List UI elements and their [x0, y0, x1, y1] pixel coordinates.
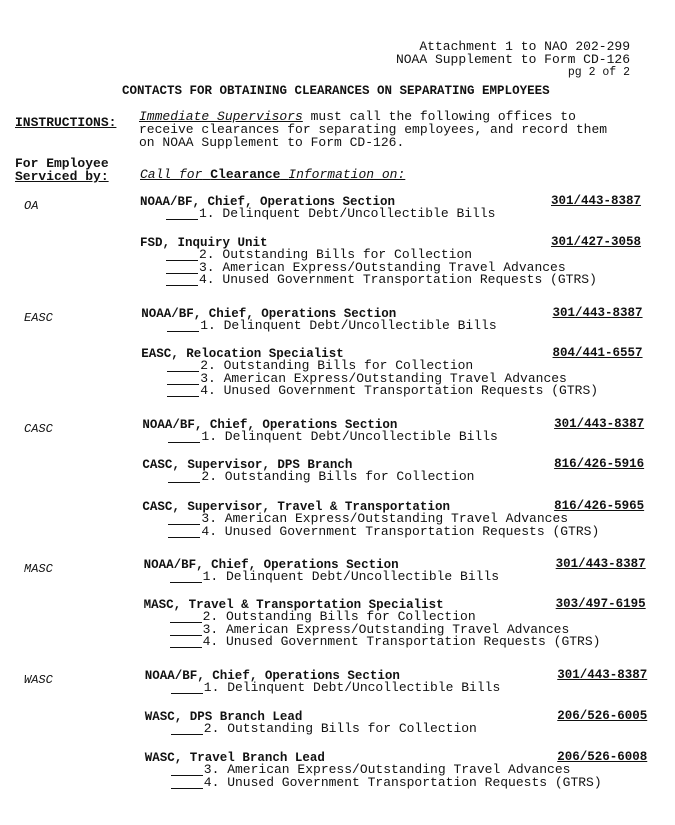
check-blank[interactable] — [166, 249, 198, 261]
office-name: WASC, DPS Branch Lead — [144, 710, 303, 724]
check-blank[interactable] — [171, 777, 203, 789]
phone-number: 206/526-6008 — [557, 750, 648, 764]
check-blank[interactable] — [170, 624, 202, 636]
call-for-clearance-heading — [140, 168, 405, 181]
checklist-item-text: 2. Outstanding Bills for Collection — [201, 469, 475, 484]
serviced-by-label-2: Serviced by: — [15, 169, 109, 184]
check-blank[interactable] — [171, 764, 203, 776]
org-label: EASC — [24, 311, 53, 325]
checklist-item — [167, 384, 598, 397]
check-blank[interactable] — [171, 723, 203, 735]
office-name: NOAA/BF, Chief, Operations Section — [143, 558, 399, 572]
instructions-line-3: on NOAA Supplement to Form CD-126. — [139, 135, 405, 150]
page-number: pg 2 of 2 — [567, 66, 630, 79]
check-blank[interactable] — [168, 471, 200, 483]
office-name: CASC, Supervisor, DPS Branch — [142, 458, 353, 472]
checklist-item-text: 3. American Express/Outstanding Travel Advances — [200, 370, 567, 386]
clearance-text: Clearance — [210, 167, 281, 182]
checklist-item — [168, 525, 599, 538]
document-title: CONTACTS FOR OBTAINING CLEARANCES ON SEPARATING EMPLOYEES — [122, 84, 550, 98]
check-blank[interactable] — [166, 274, 198, 286]
instructions-line-1-rest: must call the following offices to — [302, 109, 576, 124]
office-name: NOAA/BF, Chief, Operations Section — [144, 669, 400, 683]
check-blank[interactable] — [166, 208, 198, 220]
office-name: NOAA/BF, Chief, Operations Section — [140, 195, 396, 209]
org-label: CASC — [24, 422, 53, 436]
instructions-emphasis: Immediate Supervisors — [139, 109, 303, 124]
checklist-item-text: 4. Unused Government Transportation Requests (GTRS) — [201, 523, 600, 539]
org-label: OA — [24, 199, 39, 213]
check-blank[interactable] — [170, 571, 202, 583]
office-name: MASC, Travel & Transportation Specialist — [143, 598, 444, 612]
check-blank[interactable] — [167, 320, 199, 332]
office-name: EASC, Relocation Specialist — [141, 347, 344, 361]
checklist-item-text: 3. American Express/Outstanding Travel Advances — [202, 621, 570, 637]
checklist-item — [166, 273, 597, 286]
checklist-item-text: 4. Unused Government Transportation Requests (GTRS) — [200, 383, 599, 399]
checklist-item-text: 1. Delinquent Debt/Uncollectible Bills — [200, 318, 497, 333]
check-blank[interactable] — [167, 360, 199, 372]
phone-number: 816/426-5916 — [554, 457, 645, 471]
phone-number: 301/443-8387 — [557, 668, 648, 682]
org-label: WASC — [24, 673, 53, 687]
checklist-item — [166, 207, 495, 220]
office-name: NOAA/BF, Chief, Operations Section — [142, 418, 398, 432]
checklist-item — [171, 681, 500, 694]
check-blank[interactable] — [168, 431, 200, 443]
check-blank[interactable] — [166, 262, 198, 274]
check-blank[interactable] — [168, 513, 200, 525]
checklist-item — [170, 635, 601, 648]
office-name: NOAA/BF, Chief, Operations Section — [141, 307, 397, 321]
check-blank[interactable] — [171, 682, 203, 694]
check-blank[interactable] — [167, 385, 199, 397]
office-name: CASC, Supervisor, Travel & Transportation — [142, 500, 450, 514]
checklist-item-text: 2. Outstanding Bills for Collection — [203, 721, 477, 736]
checklist-item — [168, 470, 474, 483]
checklist-item — [171, 776, 602, 789]
checklist-item-text: 1. Delinquent Debt/Uncollectible Bills — [201, 429, 498, 444]
phone-number: 303/497-6195 — [555, 597, 646, 611]
checklist-item — [170, 570, 499, 583]
checklist-item-text: 4. Unused Government Transportation Requests (GTRS) — [203, 774, 602, 790]
checklist-item-text: 2. Outstanding Bills for Collection — [200, 358, 474, 373]
phone-number: 301/443-8387 — [552, 306, 643, 320]
phone-number: 301/443-8387 — [555, 557, 646, 571]
call-for-text: Call for — [140, 167, 203, 182]
org-label: MASC — [24, 562, 53, 576]
checklist-item — [171, 722, 477, 735]
phone-number: 301/427-3058 — [551, 235, 642, 249]
checklist-item-text: 2. Outstanding Bills for Collection — [199, 247, 473, 262]
attachment-line: Attachment 1 to NAO 202-299 — [419, 39, 630, 54]
phone-number: 804/441-6557 — [552, 346, 643, 360]
checklist-item-text: 3. American Express/Outstanding Travel Advances — [201, 511, 569, 526]
checklist-item-text: 2. Outstanding Bills for Collection — [202, 609, 476, 624]
phone-number: 816/426-5965 — [554, 499, 645, 513]
phone-number: 301/443-8387 — [551, 194, 642, 208]
checklist-item-text: 3. American Express/Outstanding Travel Advances — [203, 762, 571, 777]
supplement-line: NOAA Supplement to Form CD-126 — [395, 52, 630, 67]
instructions-label: INSTRUCTIONS: — [15, 115, 117, 130]
checklist-item — [167, 319, 496, 332]
check-blank[interactable] — [168, 526, 200, 538]
checklist-item-text: 3. American Express/Outstanding Travel Advances — [199, 259, 566, 275]
checklist-item-text: 4. Unused Government Transportation Requests (GTRS) — [202, 634, 601, 650]
check-blank[interactable] — [167, 373, 199, 385]
check-blank[interactable] — [170, 611, 202, 623]
check-blank[interactable] — [170, 636, 202, 648]
checklist-item-text: 1. Delinquent Debt/Uncollectible Bills — [199, 206, 496, 221]
checklist-item — [168, 430, 497, 443]
checklist-item-text: 4. Unused Government Transportation Requests (GTRS) — [199, 272, 597, 288]
checklist-item-text: 1. Delinquent Debt/Uncollectible Bills — [203, 680, 501, 695]
phone-number: 301/443-8387 — [554, 417, 645, 431]
checklist-item-text: 1. Delinquent Debt/Uncollectible Bills — [202, 569, 500, 584]
office-name: FSD, Inquiry Unit — [140, 236, 268, 250]
serviced-by-label-1: For Employee — [15, 156, 109, 171]
phone-number: 206/526-6005 — [557, 709, 648, 723]
office-name: WASC, Travel Branch Lead — [144, 751, 325, 765]
instructions-line-2: receive clearances for separating employees, and record them — [139, 122, 608, 137]
info-on-text: Information on: — [288, 167, 406, 182]
